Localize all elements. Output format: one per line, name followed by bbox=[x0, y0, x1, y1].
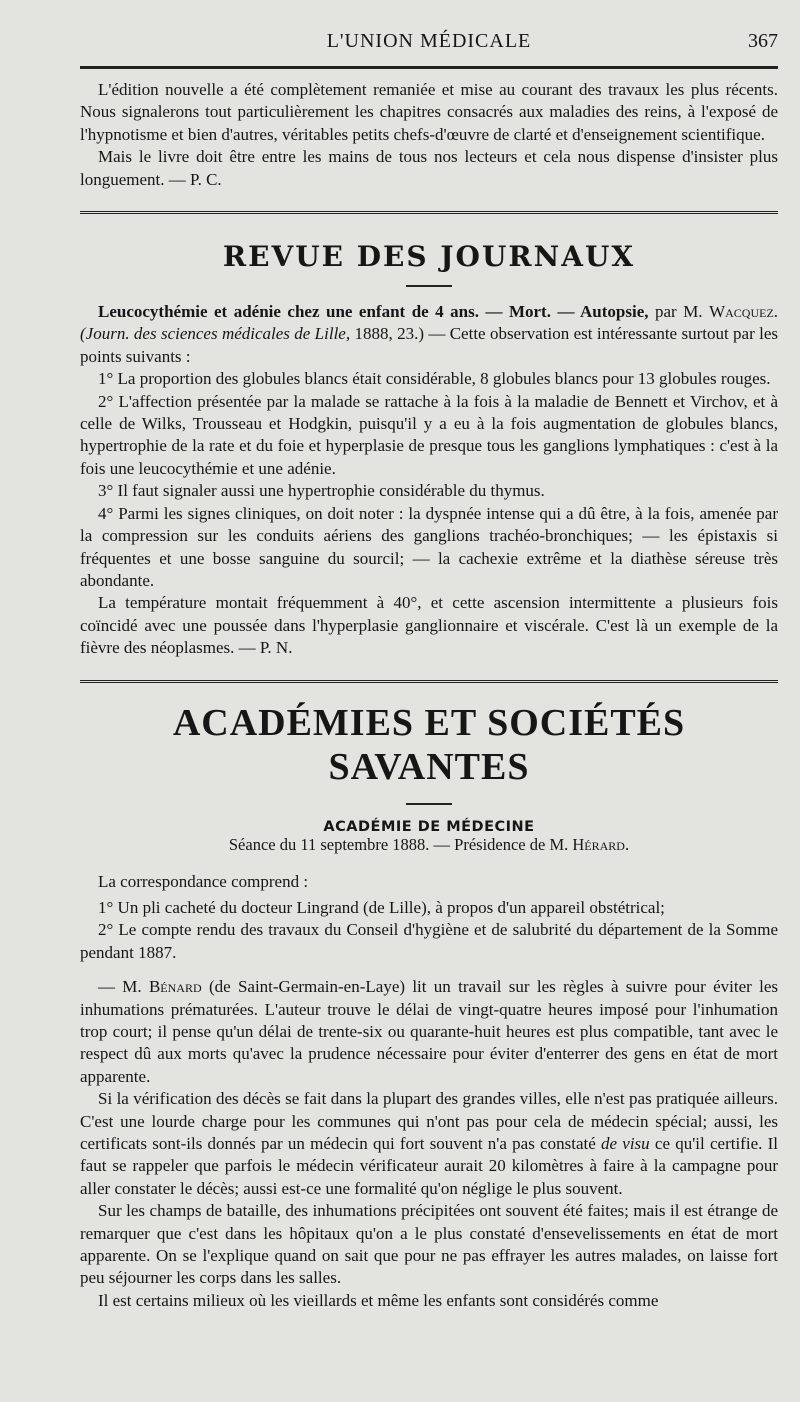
article-author: Wacquez. bbox=[709, 302, 779, 322]
session-date: Séance du 11 septembre 1888. — Présidence de M. bbox=[228, 834, 573, 854]
article-heading bbox=[80, 301, 778, 368]
running-header bbox=[80, 0, 778, 60]
academie-de-medecine-subheading: ACADÉMIE DE MÉDECINE bbox=[323, 818, 535, 835]
academies-heading: ACADÉMIES ET SOCIÉTÉS SAVANTES bbox=[172, 701, 686, 788]
correspondance-intro: La correspondance comprend : bbox=[98, 871, 309, 891]
article-source: (Journ. des sciences médicales de Lille, bbox=[80, 324, 351, 344]
correspondance-item-2: 2° Le compte rendu des travaux du Conseil d'hygiène et de salubrité du département de la Somme pendant 1887. bbox=[80, 920, 778, 962]
de-visu: de visu bbox=[601, 1134, 650, 1153]
author-prefix: par M. bbox=[655, 302, 710, 322]
point-1: 1° La proportion des globules blancs était considérable, 8 globules blancs pour 13 globules rouges. bbox=[98, 369, 771, 389]
point-3: 3° Il faut signaler aussi une hypertrophie considérable du thymus. bbox=[98, 481, 545, 501]
session-line bbox=[80, 835, 778, 855]
article-title: Leucocythémie et adénie chez une enfant de 4 ans. — Mort. — Autopsie, bbox=[98, 302, 649, 322]
intro-paragraph-2: Mais le livre doit être entre les mains de tous nos lecteurs et cela nous dispense d'insister plus longuement. — P. C. bbox=[80, 147, 778, 189]
point-4: 4° Parmi les signes cliniques, on doit noter : la dyspnée intense qui a dû être, à la fois, amenée par la compression sur les conduits aériens des ganglions trachéo-bronchiques; — les épistaxis si fréquentes et une bosse sanguine du sourcil; — la cachexie extrême et la diathèse séreuse très abondante. bbox=[80, 503, 778, 590]
session-president: Hérard. bbox=[572, 834, 630, 854]
benard-name: Bénard bbox=[148, 977, 202, 997]
page-number: 367 bbox=[748, 30, 778, 52]
point-2: 2° L'affection présentée par la malade se rattache à la fois à la maladie de Bennett et Virchov, et à celle de Wilks, Trousseau et Hodgkin, puisqu'il y a eu à la fois augmentation de globules blancs, hypertrophie de la rate et du foie et hyperplasie de presque tous les ganglions lymphatiques : c'est à la fois une leucocythémie et une adénie. bbox=[80, 391, 778, 478]
journal-title: L'UNION MÉDICALE bbox=[326, 30, 532, 52]
bataille-paragraph: Sur les champs de bataille, des inhumations précipitées ont souvent été faites; mais il est étrange de remarquer que c'est dans les hôpitaux qu'on a le plus constaté d'ensevelissements en état de mort apparente. On se l'explique quand on sait que pour ne pas effrayer les autres malades, on laisse fort peu séjourner les corps dans les salles. bbox=[80, 1201, 778, 1288]
benard-text: (de Saint-Germain-en-Laye) lit un travail sur les règles à suivre pour éviter les inhumations prématurées. L'auteur trouve le délai de vingt-quatre heures imposé pour l'inhumation trop court; il pense qu'un délai de trente-six ou quarante-huit heures est plus compatible, tant avec le respect dû aux morts qu'avec la prudence nécessaire pour éviter d'enterrer des gens en état de mort apparente. bbox=[80, 977, 778, 1086]
article-reference: 1888, 23.) — Cette observation est intéressante surtout par les points suivants : bbox=[80, 324, 778, 366]
benard-paragraph bbox=[80, 976, 778, 1088]
verification-text-a: Si la vérification des décès se fait dans la plupart des grandes villes, elle n'est pas pratiquée ailleurs. C'est une lourde charge pour les communes qui n'ont pas pour cela de médecin spécial; aussi, les certificats sont-ils donnés par un médecin qui fort souvent n'a pas constaté bbox=[80, 1089, 778, 1153]
revue-des-journaux-heading: REVUE DES JOURNAUX bbox=[222, 240, 636, 274]
verification-paragraph bbox=[80, 1088, 778, 1200]
milieux-paragraph: Il est certains milieux où les vieillards et même les enfants sont considérés comme bbox=[98, 1290, 659, 1310]
correspondance-item-1: 1° Un pli cacheté du docteur Lingrand (de Lille), à propos d'un appareil obstétrical; bbox=[98, 897, 665, 917]
benard-prefix: — M. bbox=[98, 977, 149, 997]
intro-paragraph-1: L'édition nouvelle a été complètement remaniée et mise au courant des travaux les plus récents. Nous signalerons tout particulièrement les chapitres consacrés aux maladies des reins, à l'exposé de l'hypnotisme et bien d'autres, véritables petits chefs-d'œuvre de clarté et d'enseignement scientifique. bbox=[80, 80, 778, 144]
conclusion-paragraph: La température montait fréquemment à 40°, et cette ascension intermittente a plusieurs fois coïncidé avec une poussée dans l'hyperplasie ganglionnaire et viscérale. C'est là un exemple de la fièvre des néoplasmes. — P. N. bbox=[80, 593, 778, 658]
verification-text-b: ce qu'il certifie. Il faut se rappeler que parfois le médecin vérificateur aurait 20 kilomètres à faire à la campagne pour aller constater le décès; aussi est-ce une formalité qu'on néglige le plus souvent. bbox=[80, 1134, 778, 1198]
